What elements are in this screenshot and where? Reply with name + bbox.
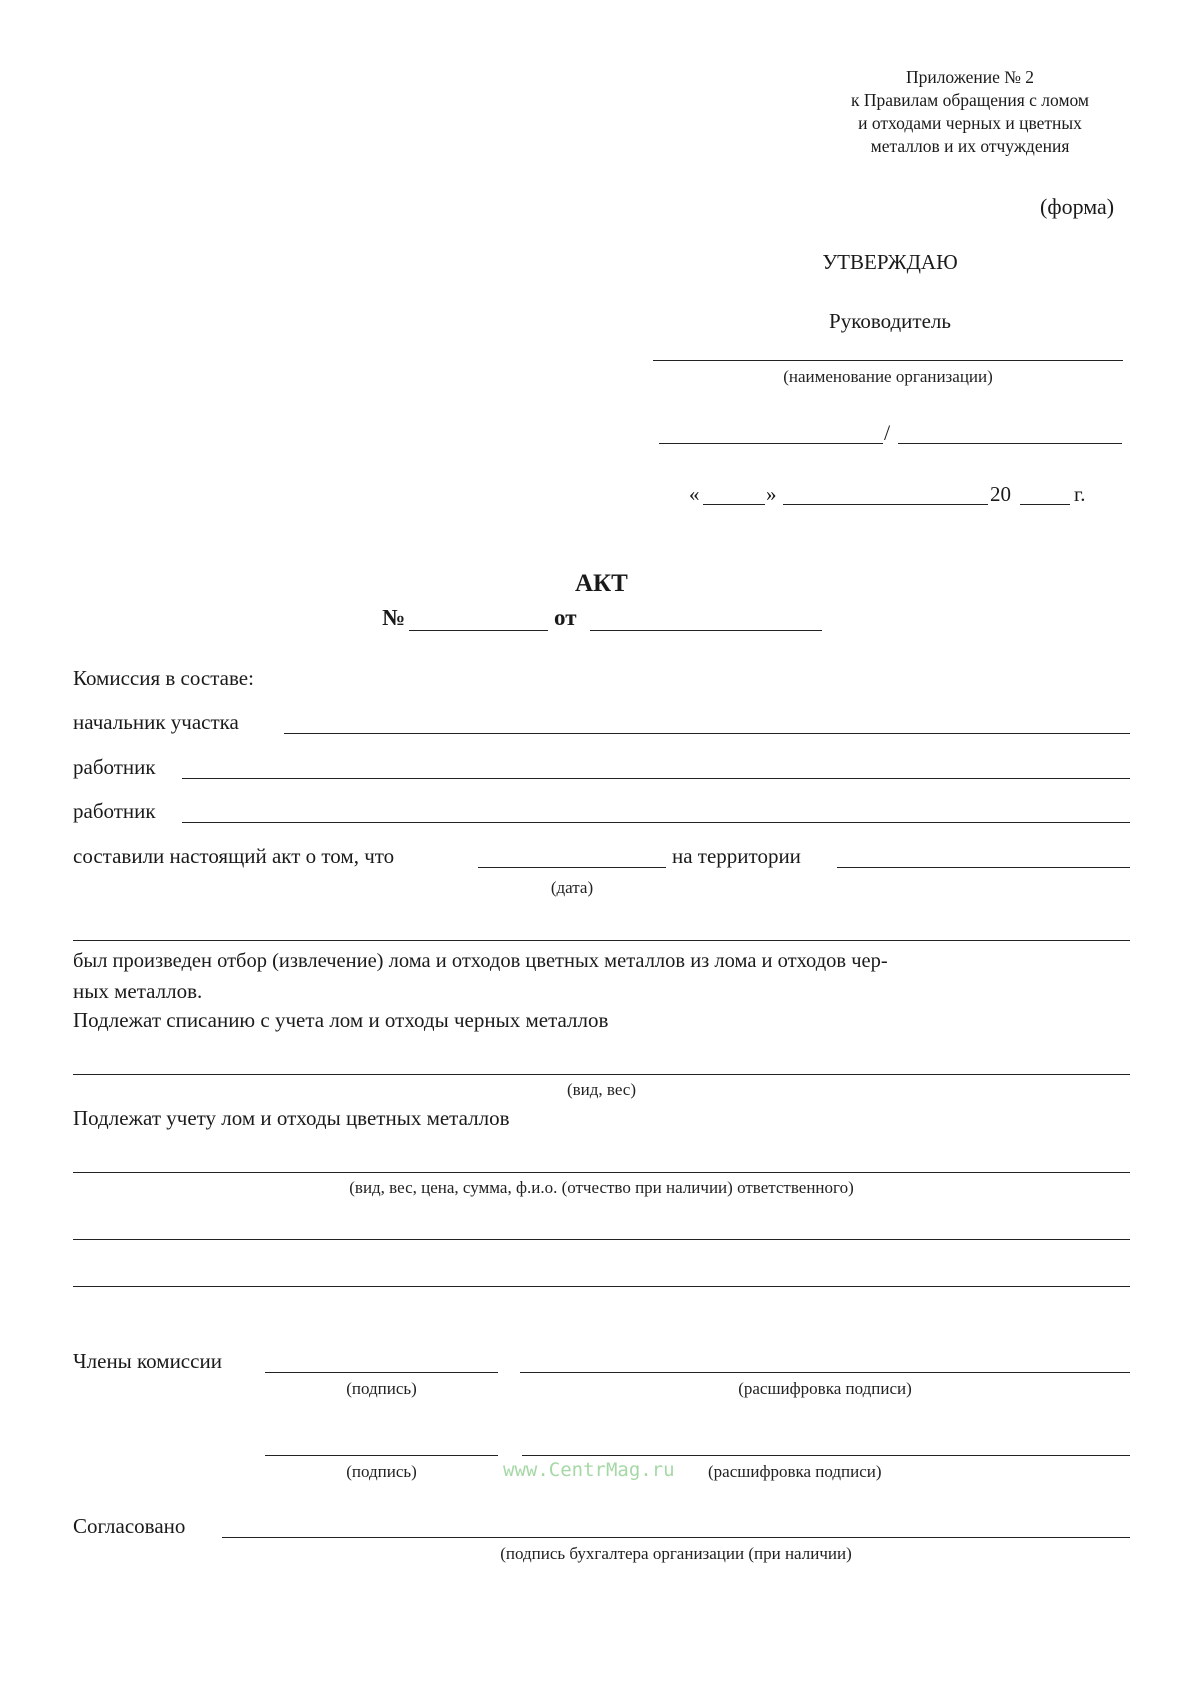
members-label: Члены комиссии xyxy=(73,1349,222,1373)
selection-line-2: ных металлов. xyxy=(73,979,203,1003)
head-label: начальник участка xyxy=(73,710,239,734)
account-label: Подлежат учету лом и отходы цветных металлов xyxy=(73,1106,510,1130)
writeoff-label: Подлежат списанию с учета лом и отходы черных металлов xyxy=(73,1008,609,1032)
territory-line xyxy=(837,867,1130,868)
extra-line-1 xyxy=(73,1239,1130,1240)
signature-caption-1: (подпись) xyxy=(346,1379,417,1398)
appendix-line-4: металлов и их отчуждения xyxy=(870,136,1070,156)
appendix-block xyxy=(760,66,1180,158)
watermark-text: www.CentrMag.ru xyxy=(503,1459,675,1481)
approve-year-line xyxy=(1020,504,1070,505)
accountant-caption: (подпись бухгалтера организации (при наличии) xyxy=(500,1544,852,1563)
act-title: АКТ xyxy=(575,570,628,597)
extra-line-2 xyxy=(73,1286,1130,1287)
approve-year-prefix: 20 xyxy=(990,482,1011,506)
worker-line-2 xyxy=(182,822,1130,823)
compiled-prefix: составили настоящий акт о том, что xyxy=(73,844,395,868)
worker-label-2: работник xyxy=(73,799,156,823)
commission-intro: Комиссия в составе: xyxy=(73,666,254,690)
accountant-signature-line xyxy=(222,1537,1130,1538)
approve-decode-line xyxy=(898,443,1122,444)
appendix-line-3: и отходами черных и цветных xyxy=(858,113,1082,133)
appendix-line-2: к Правилам обращения с ломом xyxy=(850,90,1090,110)
member-signature-line-1 xyxy=(265,1372,498,1373)
form-label: (форма) xyxy=(1040,194,1115,219)
account-line xyxy=(73,1172,1130,1173)
approve-month-line xyxy=(783,504,988,505)
worker-line-1 xyxy=(182,778,1130,779)
approve-slash: / xyxy=(884,420,891,445)
org-name-line xyxy=(653,360,1123,361)
approve-quote-open: « xyxy=(689,482,700,506)
member-decode-line-1 xyxy=(520,1372,1130,1373)
account-caption: (вид, вес, цена, сумма, ф.и.о. (отчество при наличии) ответственного) xyxy=(349,1178,854,1197)
org-name-caption: (наименование организации) xyxy=(783,367,993,386)
approve-day-line xyxy=(703,504,765,505)
territory-continue-line xyxy=(73,940,1130,941)
approve-quote-close: » xyxy=(766,482,777,506)
approve-title: УТВЕРЖДАЮ xyxy=(822,250,958,274)
territory-label: на территории xyxy=(672,844,801,868)
agreed-label: Согласовано xyxy=(73,1514,186,1538)
writeoff-line xyxy=(73,1074,1130,1075)
compiled-date-line xyxy=(478,867,666,868)
date-caption: (дата) xyxy=(550,878,594,897)
kind-weight-caption: (вид, вес) xyxy=(566,1080,637,1099)
worker-label-1: работник xyxy=(73,755,156,779)
approve-year-suffix: г. xyxy=(1074,482,1086,506)
act-date-line xyxy=(590,630,822,631)
decode-caption-1: (расшифровка подписи) xyxy=(738,1379,912,1398)
approve-role: Руководитель xyxy=(829,309,951,333)
decode-caption-2: (расшифровка подписи) xyxy=(708,1462,882,1481)
act-number-label: № xyxy=(382,605,406,630)
member-decode-line-2 xyxy=(522,1455,1130,1456)
act-from-label: от xyxy=(554,605,577,630)
appendix-line-1: Приложение № 2 xyxy=(905,67,1035,87)
head-line xyxy=(284,733,1130,734)
signature-caption-2: (подпись) xyxy=(346,1462,417,1481)
act-number-line xyxy=(409,630,548,631)
approve-signature-line xyxy=(659,443,883,444)
selection-line-1: был произведен отбор (извлечение) лома и отходов цветных металлов из лома и отходов чер- xyxy=(73,950,888,972)
member-signature-line-2 xyxy=(265,1455,498,1456)
